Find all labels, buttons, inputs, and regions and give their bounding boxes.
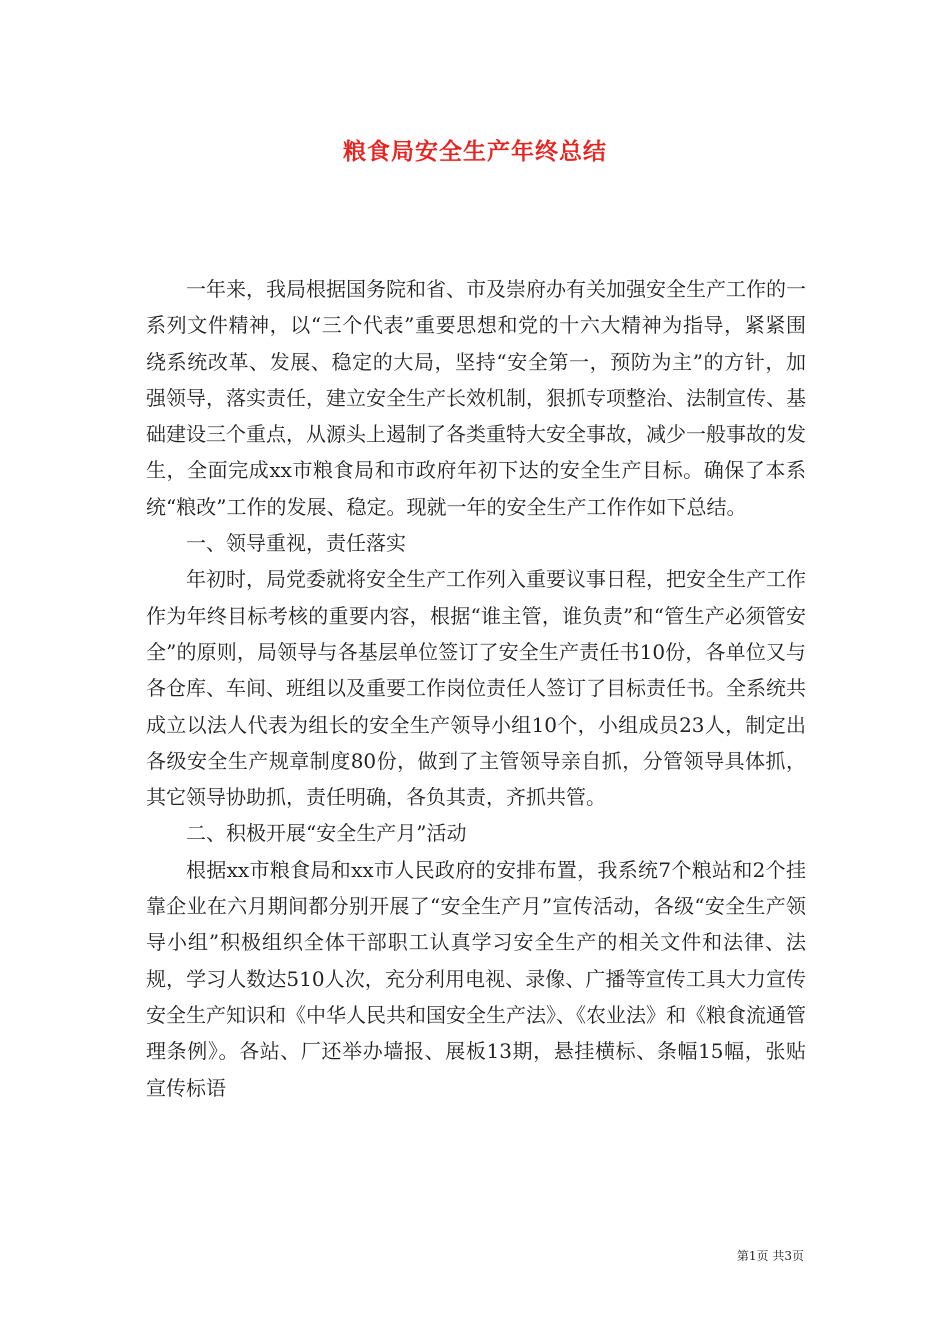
- document-title: 粮食局安全生产年终总结: [343, 139, 607, 165]
- document-body: [146, 271, 806, 1106]
- section-heading-2: 二、积极开展“安全生产月”活动: [186, 821, 467, 846]
- paragraph-section-2: 根据xx市粮食局和xx市人民政府的安排布置，我系统7个粮站和2个挂靠企业在六月期间都分别开展了“安全生产月”宣传活动，各级“安全生产领导小组”积极组织全体干部职工认真学习安全生产的相关文件和法律、法规，学习人数达510人次，充分利用电视、录像、广播等宣传工具大力宣传安全生产知识和《中华人民共和国安全生产法》、《农业法》和《粮食流通管理条例》。各站、厂还举办墙报、展板13期，悬挂横标、条幅15幅，张贴宣传标语: [146, 857, 806, 1100]
- section-heading-1: 一、领导重视，责任落实: [186, 531, 406, 556]
- page-number-footer: 第1页 共3页: [736, 1249, 804, 1263]
- paragraph-intro: 一年来，我局根据国务院和省、市及崇府办有关加强安全生产工作的一系列文件精神，以“三个代表”重要思想和党的十六大精神为指导，紧紧围绕系统改革、发展、稳定的大局，坚持“安全第一，预防为主”的方针，加强领导，落实责任，建立安全生产长效机制，狠抓专项整治、法制宣传、基础建设三个重点，从源头上遏制了各类重特大安全事故，减少一般事故的发生，全面完成xx市粮食局和市政府年初下达的安全生产目标。确保了本系统“粮改”工作的发展、稳定。现就一年的安全生产工作作如下总结。: [146, 277, 806, 519]
- paragraph-section-1: 年初时，局党委就将安全生产工作列入重要议事日程，把安全生产工作作为年终目标考核的重要内容，根据“谁主管，谁负责”和“管生产必须管安全”的原则，局领导与各基层单位签订了安全生产责任书10份，各单位又与各仓库、车间、班组以及重要工作岗位责任人签订了目标责任书。全系统共成立以法人代表为组长的安全生产领导小组10个，小组成员23人，制定出各级安全生产规章制度80份，做到了主管领导亲自抓，分管领导具体抓，其它领导协助抓，责任明确，各负其责，齐抓共管。: [146, 567, 806, 810]
